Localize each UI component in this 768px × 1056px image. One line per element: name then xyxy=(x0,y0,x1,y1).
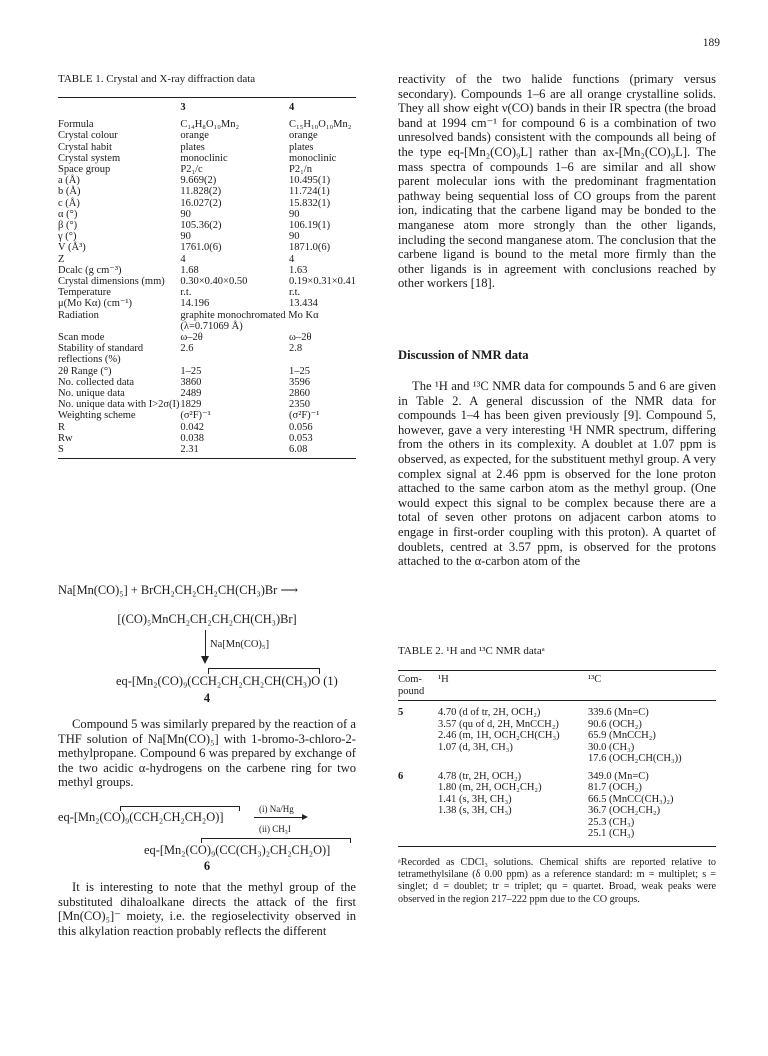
table2-top-rule xyxy=(398,670,716,671)
table1-cell: 105.36(2) xyxy=(180,220,222,232)
table1-row xyxy=(58,142,356,153)
table1-cell: 90 xyxy=(289,208,300,220)
table1-row xyxy=(58,119,356,130)
table2-header: ¹H xyxy=(438,674,449,685)
table1-row xyxy=(58,209,356,220)
left-column xyxy=(58,73,356,459)
table1-cell: 2.6 xyxy=(180,343,194,355)
scheme1-arrow xyxy=(205,630,356,666)
table1-cell: No. unique data with I>2σ(I) xyxy=(58,399,180,411)
table1-cell: ω–2θ xyxy=(180,332,203,344)
table1-cell: C₁₄H₈O₁₀Mn₂ xyxy=(180,119,240,131)
scheme2 xyxy=(58,800,356,874)
table2-footnote: ᵃRecorded as CDCl₃ solutions. Chemical shifts are reported relative to tetramethylsilane (δ 0.00 ppm) as a reference standard: m = multiplet; s = singlet; d = doublet; tr = triplet; qu = quartet. Broad, weak peaks were observed in the region 217–222 ppm due to the CO groups. xyxy=(398,856,716,905)
table1-cell: 3860 xyxy=(180,376,202,388)
table2-row xyxy=(398,771,716,840)
table2-c-line: 66.5 (MnCC(CH₃)₂) xyxy=(588,793,674,805)
table1-cell: 4 xyxy=(180,253,186,265)
table1-row xyxy=(58,254,356,265)
table1-cell: 2860 xyxy=(289,388,311,400)
table2-c-line: 65.9 (MnCCH₂) xyxy=(588,730,656,741)
table1-row xyxy=(58,287,356,298)
scheme1-product-block xyxy=(58,674,356,689)
table1-cell: 2θ Range (°) xyxy=(58,365,112,377)
scheme1-product: eq-[Mn₂(CO)₉(CCH₂CH₂CH₂CH(CH₃)O (1) xyxy=(116,674,338,688)
scheme1 xyxy=(58,583,356,706)
table1-row xyxy=(58,422,356,433)
ring-bond-line xyxy=(208,668,320,674)
table1-row xyxy=(58,186,356,197)
table1-cell: 11.828(2) xyxy=(180,186,222,198)
para-nmr: The ¹H and ¹³C NMR data for compounds 5 and 6 are given in Table 2. A general discussion of the NMR data for compounds 1–4 has been given previously [9]. Compound 5, however, gave a very interesting ¹H NMR spectrum, differing from the others in its complexity. A doublet at 1.07 ppm is observed, as expected, for the substituent methyl group. A very complex signal at 2.46 ppm is observed for the lone proton attached to the same carbon atom as the methyl group. (One would expect this signal to be complex because there are a total of seven other protons on adjacent carbon atoms to engage in first-order coupling with this proton). A quartet of doublets, centred at 3.57 ppm, is observed for the protons attached to the α-carbon atom of the xyxy=(398,379,716,569)
table1-cell: S xyxy=(58,444,64,456)
table1-cell: Z xyxy=(58,253,65,265)
table1-cell: orange xyxy=(180,130,209,142)
table2-c-line: 25.1 (CH₃) xyxy=(588,828,635,839)
table1-cell: (σ²F)⁻¹ xyxy=(180,410,211,422)
right-arrow-icon xyxy=(254,817,304,818)
ring-bond-line xyxy=(201,838,351,843)
scheme2-product-block xyxy=(58,843,356,858)
table1-cell: c (Å) xyxy=(58,197,80,209)
table1-row xyxy=(58,276,356,287)
table1-row xyxy=(58,332,356,343)
scheme2-reaction-line xyxy=(58,800,356,834)
table2-c-line: 17.6 (OCH₂CH(CH₃)) xyxy=(588,753,682,764)
table1-cell: Temperature xyxy=(58,287,111,299)
table1-header xyxy=(58,98,180,119)
para-right1: reactivity of the two halide functions (primary versus secondary). Compounds 1–6 are all orange crystalline solids. They all show eight ν(CO) bands in their IR spectra (the broad band at 1994 cm⁻¹ for compound 6 is a combination of two unresolved bands) consistent with the compounds all being of the type eq-[Mn₂(CO)₉L] rather than ax-[Mn₂(CO)₉L]. The mass spectra of compounds 1–6 are similar and all show parent molecular ions with the predominant fragmentation pathway being sequential loss of CO groups from the parent ion, indicating that the carbene ligand may be bonded to the manganese atom more strongly than the other ligands, including the second manganese atom. The conclusion that the carbene ligand is bound to the metal more firmly than the other ligands is in agreement with conclusions reached by other workers [18]. xyxy=(398,72,716,291)
table2-c-line: 36.7 (OCH₂CH₂) xyxy=(588,805,661,816)
table2-header: ¹³C xyxy=(588,674,602,685)
scheme2-reactant: eq-[Mn₂(CO)₉(CCH₂CH₂CH₂O)] xyxy=(58,810,224,824)
table2-c-line: 339.6 (Mn=C) xyxy=(588,707,649,718)
table1-cell: γ (°) xyxy=(58,231,77,243)
scheme2-reagent-bottom: (ii) CH₃I xyxy=(259,824,291,834)
table1-cell: r.t. xyxy=(180,287,192,299)
table1-row xyxy=(58,198,356,209)
scheme1-number: 4 xyxy=(203,691,211,705)
table1-cell: plates xyxy=(180,141,205,153)
table1-cell: 11.724(1) xyxy=(289,186,330,198)
table1-cell: Weighting scheme xyxy=(58,410,136,422)
table1-cell: 90 xyxy=(180,208,191,220)
scheme1-line2: [(CO)₅MnCH₂CH₂CH₂CH(CH₃)Br] xyxy=(117,612,297,626)
table1-cell: Crystal system xyxy=(58,152,121,164)
table1-header: 4 xyxy=(289,102,295,113)
table1-cell: 90 xyxy=(289,231,300,243)
table1-cell: ω–2θ xyxy=(289,332,312,344)
table1-row xyxy=(58,130,356,141)
table1-cell: monoclinic xyxy=(180,152,228,164)
table1-cell: Crystal dimensions (mm) xyxy=(58,276,165,288)
table2-h-line: 1.41 (s, 3H, CH₃) xyxy=(438,793,512,805)
page-number: 189 xyxy=(702,37,720,49)
table1-cell: Scan mode xyxy=(58,332,105,344)
table1-cell: β (°) xyxy=(58,220,78,232)
table1-caption: TABLE 1. Crystal and X-ray diffraction data xyxy=(58,73,256,85)
table1-row xyxy=(58,164,356,175)
table2-c-line: 25.3 (CH₃) xyxy=(588,816,635,828)
table1-cell: V (Å³) xyxy=(58,242,86,254)
scheme1-line1: Na[Mn(CO)₅] + BrCH₂CH₂CH₂CH(CH₃)Br ⟶ xyxy=(58,583,299,597)
table1-cell: monoclinic xyxy=(289,152,337,164)
table2-h-line: 4.78 (tr, 2H, OCH₂) xyxy=(438,770,522,782)
table1-header: 3 xyxy=(180,102,186,113)
table2-row xyxy=(398,707,716,765)
table2-header-row xyxy=(398,674,716,700)
table2-header-rule xyxy=(398,700,716,701)
table1-row xyxy=(58,433,356,444)
table1-cell: 2350 xyxy=(289,399,311,411)
table1-row xyxy=(58,444,356,455)
table1-row xyxy=(58,343,356,365)
table2-c-line: 90.6 (OCH₂) xyxy=(588,718,642,730)
table1-row xyxy=(58,410,356,421)
table1-cell: 0.042 xyxy=(180,421,205,433)
table1-cell: 0.30×0.40×0.50 xyxy=(180,276,248,288)
table1-row xyxy=(58,175,356,186)
table2-compound: 6 xyxy=(398,770,404,782)
table1-cell: No. unique data xyxy=(58,388,125,400)
arrow-head-icon xyxy=(302,814,308,820)
table1-cell: r.t. xyxy=(289,287,301,299)
table2-h-cell xyxy=(438,707,588,765)
table2-compound: 5 xyxy=(398,707,404,718)
table1-cell: 0.056 xyxy=(289,421,313,433)
table2-h-cell xyxy=(438,771,588,840)
table1-cell: Radiation xyxy=(58,309,99,321)
table1-row xyxy=(58,310,356,332)
table1-cell: 14.196 xyxy=(180,298,210,310)
para-methyl: It is interesting to note that the methyl group of the substituted dihaloalkane directs the attack of the first [Mn(CO)₅]⁻ moiety, i.e. the regioselectivity observed in this alkylation reaction probably reflects the different xyxy=(58,880,356,938)
table1-row xyxy=(58,231,356,242)
table1-body xyxy=(58,119,356,455)
table1-cell: P2₁/c xyxy=(180,164,203,176)
table1-row xyxy=(58,366,356,377)
table1-cell: (σ²F)⁻¹ xyxy=(289,410,320,422)
table1-cell: 6.08 xyxy=(289,444,308,456)
table1-cell: 2.31 xyxy=(180,444,199,456)
table1-cell: Formula xyxy=(58,119,94,131)
table1-row xyxy=(58,265,356,276)
table1-cell: 3596 xyxy=(289,376,311,388)
table1-cell: 90 xyxy=(180,231,191,243)
table1-cell: 2489 xyxy=(180,388,202,400)
table1-cell: a (Å) xyxy=(58,175,80,187)
table1-cell: α (°) xyxy=(58,208,78,220)
table1 xyxy=(58,98,356,455)
table1-cell: Stability of standard reflections (%) xyxy=(58,343,144,366)
table2-body xyxy=(398,707,716,840)
table1-cell: 0.038 xyxy=(180,432,205,444)
table1-row xyxy=(58,377,356,388)
table1-cell: 0.053 xyxy=(289,432,313,444)
table1-row xyxy=(58,399,356,410)
table1-cell: Dcalc (g cm⁻³) xyxy=(58,264,122,276)
table2-h-line: 1.80 (m, 2H, OCH₂CH₂) xyxy=(438,782,542,793)
table1-cell: 15.832(1) xyxy=(289,197,331,209)
table2-c-line: 81.7 (OCH₂) xyxy=(588,782,642,793)
table1-cell: Space group xyxy=(58,164,111,176)
table1-cell: R xyxy=(58,421,66,433)
table2-h-line: 3.57 (qu of d, 2H, MnCCH₂) xyxy=(438,718,559,730)
table1-cell: orange xyxy=(289,130,318,142)
table1-row xyxy=(58,242,356,253)
table1-row xyxy=(58,298,356,309)
table1-row xyxy=(58,220,356,231)
table1-cell: 13.434 xyxy=(289,298,318,310)
table1-cell: μ(Mo Kα) (cm⁻¹) xyxy=(58,298,133,310)
table2-caption: TABLE 2. ¹H and ¹³C NMR dataᵃ xyxy=(398,645,545,657)
table1-cell: graphite monochromated Mo Kα (λ=0.71069 Å) xyxy=(180,309,319,332)
table1-cell: 2.8 xyxy=(289,343,303,355)
table1-cell: 1761.0(6) xyxy=(180,242,222,254)
table2-c-cell xyxy=(588,707,716,765)
table1-cell: 1.63 xyxy=(289,264,308,276)
table2-h-line: 1.38 (s, 3H, CH₃) xyxy=(438,805,512,816)
scheme2-number: 6 xyxy=(203,859,211,873)
table1-cell: C₁₅H₁₀O₁₀Mn₂ xyxy=(289,119,352,131)
table1-cell: 106.19(1) xyxy=(289,220,331,232)
table2-c-line: 30.0 (CH₃) xyxy=(588,741,635,753)
table1-cell: Rw xyxy=(58,432,73,444)
table1-cell: 1829 xyxy=(180,399,202,411)
table1-cell: 1871.0(6) xyxy=(289,242,331,254)
table2-header: Com-pound xyxy=(398,674,425,697)
table2-h-line: 1.07 (d, 3H, CH₃) xyxy=(438,741,513,753)
table1-cell: 16.027(2) xyxy=(180,197,222,209)
table1-cell: b (Å) xyxy=(58,186,81,198)
table1-cell: P2₁/n xyxy=(289,164,312,176)
table1-cell: No. collected data xyxy=(58,376,135,388)
table1-row xyxy=(58,388,356,399)
scheme2-product: eq-[Mn₂(CO)₉(CC(CH₃)₂CH₂CH₂O)] xyxy=(144,843,331,857)
table2-h-line: 4.70 (d of tr, 2H, OCH₂) xyxy=(438,707,541,718)
table1-cell: 1–25 xyxy=(289,365,311,377)
table1-cell: 1.68 xyxy=(180,264,199,276)
table1-cell: Crystal habit xyxy=(58,141,112,153)
table1-cell: plates xyxy=(289,141,314,153)
table2-c-cell xyxy=(588,771,716,840)
table1-cell: 1–25 xyxy=(180,365,202,377)
para-compound5: Compound 5 was similarly prepared by the reaction of a THF solution of Na[Mn(CO)₅] with 1-bromo-3-chloro-2-methylpropane. Compound 6 was prepared by exchange of the two acidic α-hydrogens on the carbene ring for two methyl groups. xyxy=(58,717,356,790)
table1-cell: Crystal colour xyxy=(58,130,118,142)
scheme2-reagent-top: (i) Na/Hg xyxy=(259,804,294,814)
table1-cell: 0.19×0.31×0.41 xyxy=(289,276,356,288)
arrow-head-icon xyxy=(201,656,209,664)
table2 xyxy=(398,674,716,700)
heading-nmr: Discussion of NMR data xyxy=(398,348,529,362)
table1-cell: 9.669(2) xyxy=(180,175,217,187)
table1-header-row xyxy=(58,98,356,119)
table1-row xyxy=(58,153,356,164)
table2-c-line: 349.0 (Mn=C) xyxy=(588,770,649,782)
table2-block xyxy=(398,645,716,906)
scheme1-reagent: Na[Mn(CO)₅] xyxy=(210,639,270,650)
table2-bottom-rule xyxy=(398,846,716,847)
table1-bottom-rule xyxy=(58,458,356,459)
table2-h-line: 2.46 (m, 1H, OCH₂CH(CH₃) xyxy=(438,730,560,741)
table1-cell: 10.495(1) xyxy=(289,175,331,187)
table1-cell: 4 xyxy=(289,253,295,265)
